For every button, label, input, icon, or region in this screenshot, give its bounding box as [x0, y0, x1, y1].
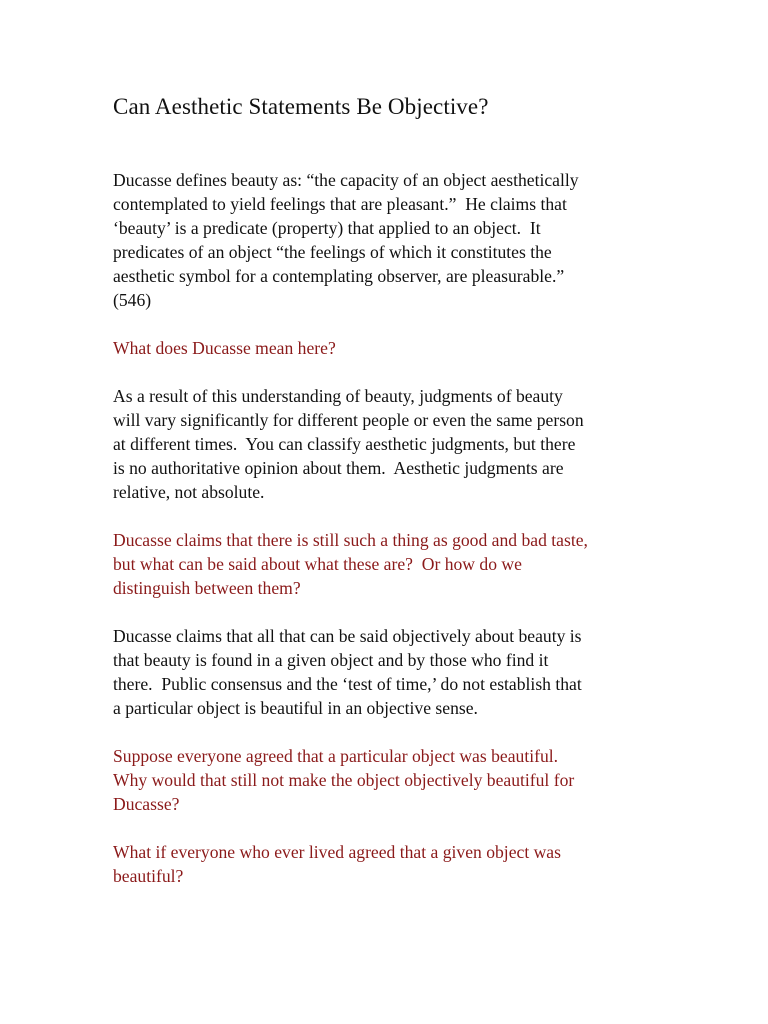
document-page	[113, 92, 673, 912]
text-line: Ducasse defines beauty as: “the capacity of an object aesthetically	[113, 170, 579, 190]
text-line: will vary significantly for different people or even the same person	[113, 410, 584, 430]
text-line: ‘beauty’ is a predicate (property) that applied to an object. It	[113, 218, 541, 238]
text-line: relative, not absolute.	[113, 482, 265, 502]
text-line: (546)	[113, 290, 152, 310]
text-line: but what can be said about what these are? Or how do we	[113, 554, 522, 574]
body-paragraph	[113, 168, 673, 312]
text-line: As a result of this understanding of beauty, judgments of beauty	[113, 386, 563, 406]
text-line: a particular object is beautiful in an objective sense.	[113, 698, 478, 718]
text-line: there. Public consensus and the ‘test of time,’ do not establish that	[113, 674, 582, 694]
text-line: Ducasse claims that all that can be said objectively about beauty is	[113, 626, 582, 646]
question-paragraph	[113, 840, 673, 888]
text-line: Why would that still not make the object objectively beautiful for	[113, 770, 575, 790]
document-title: Can Aesthetic Statements Be Objective?	[113, 94, 489, 119]
text-line: predicates of an object “the feelings of which it constitutes the	[113, 242, 552, 262]
text-line: beautiful?	[113, 866, 184, 886]
text-line: What does Ducasse mean here?	[113, 338, 336, 358]
text-line: at different times. You can classify aesthetic judgments, but there	[113, 434, 576, 454]
question-paragraph	[113, 744, 673, 816]
text-line: aesthetic symbol for a contemplating observer, are pleasurable.”	[113, 266, 565, 286]
text-line: that beauty is found in a given object and by those who find it	[113, 650, 549, 670]
question-paragraph	[113, 336, 673, 360]
text-line: distinguish between them?	[113, 578, 301, 598]
text-line: contemplated to yield feelings that are pleasant.” He claims that	[113, 194, 567, 214]
text-line: is no authoritative opinion about them. Aesthetic judgments are	[113, 458, 564, 478]
text-line: Ducasse claims that there is still such a thing as good and bad taste,	[113, 530, 588, 550]
body-paragraph	[113, 624, 673, 720]
text-line: Ducasse?	[113, 794, 180, 814]
text-line: Suppose everyone agreed that a particular object was beautiful.	[113, 746, 559, 766]
document-body	[113, 168, 673, 888]
body-paragraph	[113, 384, 673, 504]
text-line: What if everyone who ever lived agreed that a given object was	[113, 842, 561, 862]
question-paragraph	[113, 528, 673, 600]
